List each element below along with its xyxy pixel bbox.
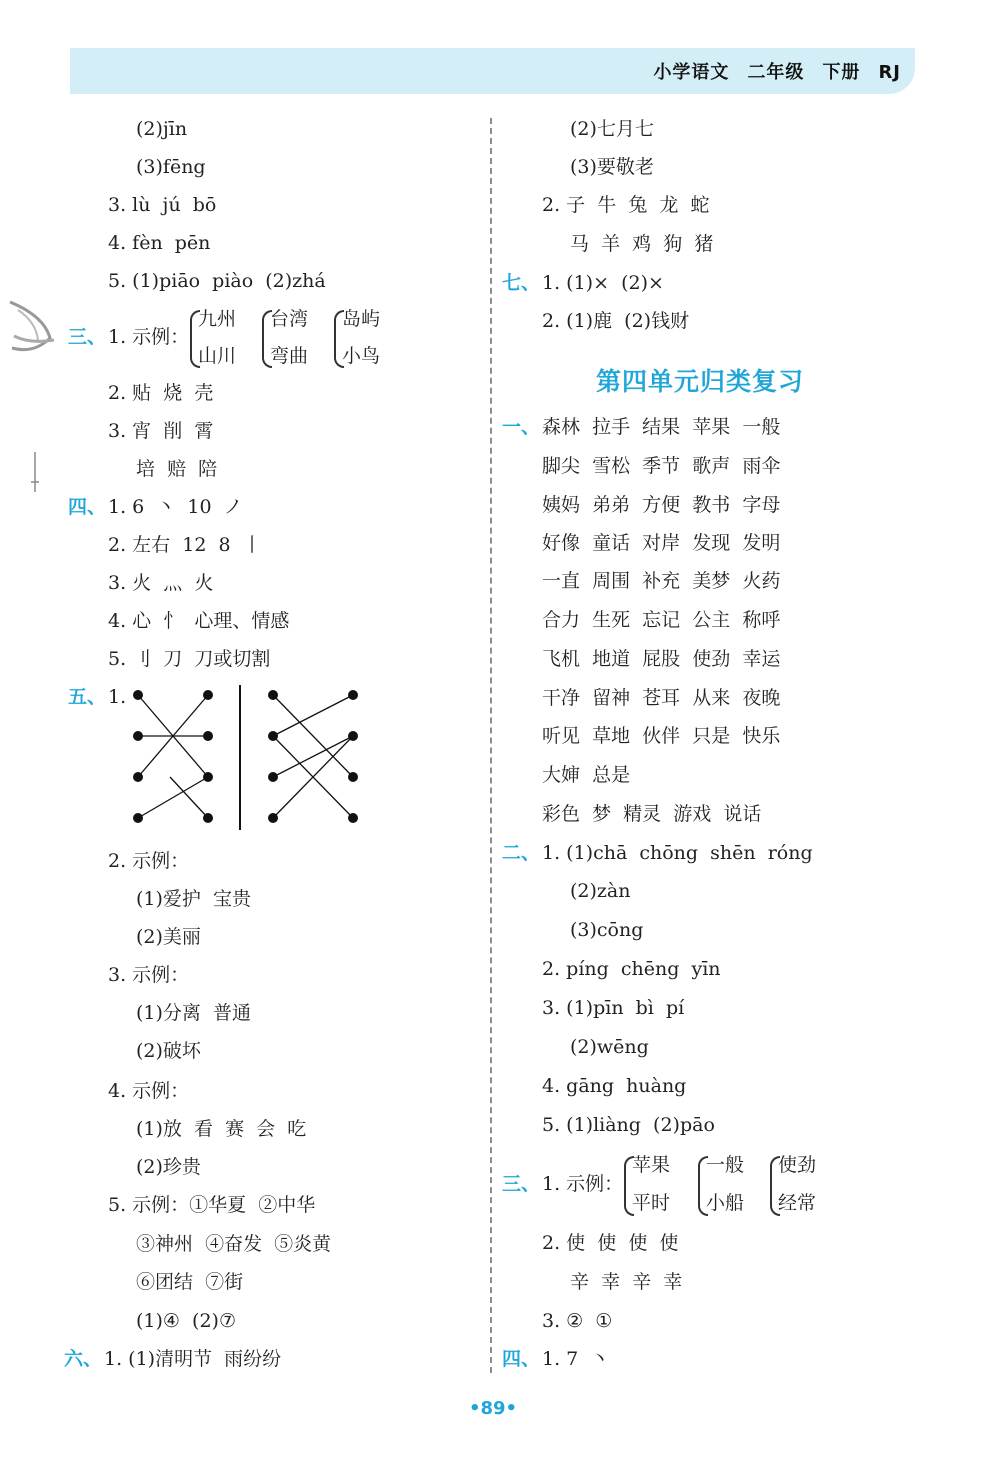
- answer-line: 3. 火 灬 火: [108, 572, 214, 594]
- answer-line: (1)④ (2)⑦: [136, 1310, 236, 1332]
- section-label-1: 一、: [502, 416, 541, 438]
- word-pair: 苹果: [632, 1154, 671, 1176]
- answer-line: 5. (1)piāo piào (2)zhá: [108, 270, 326, 292]
- answer-line: 1. (1)× (2)×: [542, 272, 664, 294]
- answer-line: 5. 示例：①华夏 ②中华: [108, 1194, 316, 1216]
- answer-line: 2. 贴 烧 壳: [108, 382, 214, 404]
- answer-line: 辛 幸 辛 幸: [570, 1271, 683, 1293]
- answer-line: (2)wēng: [570, 1036, 649, 1058]
- word-row: 彩色 梦 精灵 游戏 说话: [542, 803, 762, 825]
- answer-line: 1. (1)清明节 雨纷纷: [104, 1348, 282, 1370]
- margin-mark-icon: [30, 452, 40, 494]
- answer-line: (1)爱护 宝贵: [136, 888, 251, 910]
- answer-line: 5. (1)liàng (2)pāo: [542, 1114, 715, 1136]
- answer-line: 1. 示例：: [542, 1173, 624, 1195]
- word-pair: 山川: [198, 345, 237, 367]
- answer-line: (3)要敬老: [570, 156, 654, 178]
- section-label-6: 六、: [64, 1348, 103, 1370]
- answer-line: 1. 7 丶: [542, 1348, 610, 1370]
- word-pair: 九州: [198, 308, 237, 330]
- page-number: •89•: [468, 1398, 518, 1419]
- word-pair: 使劲: [778, 1154, 817, 1176]
- answer-line: 2. 子 牛 兔 龙 蛇: [542, 194, 710, 216]
- section-label-4: 四、: [68, 496, 107, 518]
- answer-line: 1. 示例：: [108, 326, 190, 348]
- answer-line: (2)jīn: [136, 118, 188, 140]
- answer-line: (3)fēng: [136, 156, 206, 178]
- word-row: 合力 生死 忘记 公主 称呼: [542, 609, 781, 631]
- header-bar: [70, 48, 915, 94]
- answer-line: 2. 左右 12 8 丨: [108, 534, 262, 556]
- word-row: 听见 草地 伙伴 只是 快乐: [542, 725, 781, 747]
- answer-line: (2)破坏: [136, 1040, 201, 1062]
- header-edition: RJ: [878, 62, 901, 83]
- answer-line: 3. (1)pīn bì pí: [542, 997, 685, 1019]
- word-pair: 弯曲: [270, 345, 309, 367]
- answer-line: 3. 宵 削 霄: [108, 420, 214, 442]
- answer-line: (2)zàn: [570, 880, 631, 902]
- answer-line: 2. 使 使 使 使: [542, 1232, 679, 1254]
- answer-line: (2)七月七: [570, 118, 654, 140]
- answer-line: 4. gāng huàng: [542, 1075, 687, 1097]
- word-row: 一直 周围 补充 美梦 火药: [542, 570, 781, 592]
- section-label-4b: 四、: [502, 1348, 541, 1370]
- unit-title: 第四单元归类复习: [596, 367, 805, 396]
- header-text: [635, 58, 901, 84]
- answer-line: 3. ② ①: [542, 1310, 613, 1332]
- section-label-3b: 三、: [502, 1173, 541, 1195]
- answer-line: (1)分离 普通: [136, 1002, 251, 1024]
- word-pair: 经常: [778, 1192, 817, 1214]
- answer-line: 4. 心 忄 心理、情感: [108, 610, 290, 632]
- answer-line: 5. 刂 刀 刀或切割: [108, 648, 271, 670]
- answer-line: (2)美丽: [136, 926, 201, 948]
- section-label-7: 七、: [502, 272, 541, 294]
- answer-line: (1)放 看 赛 会 吃: [136, 1118, 307, 1140]
- answer-line: 马 羊 鸡 狗 猪: [570, 233, 714, 255]
- section-label-2: 二、: [502, 842, 541, 864]
- answer-line: 3. lù jú bō: [108, 194, 217, 216]
- answer-line: 4. fèn pēn: [108, 232, 211, 254]
- answer-line: (2)珍贵: [136, 1156, 201, 1178]
- header-grade: 二年级: [747, 62, 805, 83]
- answer-line: 2. 示例：: [108, 850, 190, 872]
- answer-line: 培 赔 陪: [136, 458, 218, 480]
- word-row: 脚尖 雪松 季节 歌声 雨伞: [542, 455, 781, 477]
- margin-scribble-icon: [4, 296, 60, 358]
- word-row: 好像 童话 对岸 发现 发明: [542, 532, 781, 554]
- header-subject: 小学语文: [653, 62, 730, 83]
- answer-line: 2. píng chēng yīn: [542, 958, 721, 980]
- answer-line: (3)cōng: [570, 919, 644, 941]
- answer-line: ⑥团结 ⑦街: [136, 1271, 244, 1293]
- word-pair: 小船: [706, 1192, 745, 1214]
- section-label-5: 五、: [68, 686, 107, 708]
- answer-line: 1.: [108, 686, 127, 708]
- word-row: 干净 留神 苍耳 从来 夜晚: [542, 687, 781, 709]
- answer-line: 4. 示例：: [108, 1080, 190, 1102]
- answer-line: 2. (1)鹿 (2)钱财: [542, 310, 690, 332]
- word-pair: 一般: [706, 1154, 745, 1176]
- word-pair: 小鸟: [342, 345, 381, 367]
- word-row: 姨妈 弟弟 方便 教书 字母: [542, 494, 781, 516]
- word-row: 森林 拉手 结果 苹果 一般: [542, 416, 781, 438]
- answer-line: ③神州 ④奋发 ⑤炎黄: [136, 1233, 332, 1255]
- word-row: 飞机 地道 屁股 使劲 幸运: [542, 648, 781, 670]
- header-volume: 下册: [822, 62, 861, 83]
- word-row: 大婶 总是: [542, 764, 631, 786]
- section-label-3: 三、: [68, 326, 107, 348]
- word-pair: 台湾: [270, 308, 309, 330]
- matching-diagram: [120, 680, 370, 830]
- word-pair: 平时: [632, 1192, 671, 1214]
- word-pair: 岛屿: [342, 308, 381, 330]
- answer-line: 1. (1)chā chōng shēn róng: [542, 842, 813, 864]
- column-divider: [490, 118, 492, 1373]
- answer-line: 1. 6 丶 10 ノ: [108, 496, 243, 518]
- answer-line: 3. 示例：: [108, 964, 190, 986]
